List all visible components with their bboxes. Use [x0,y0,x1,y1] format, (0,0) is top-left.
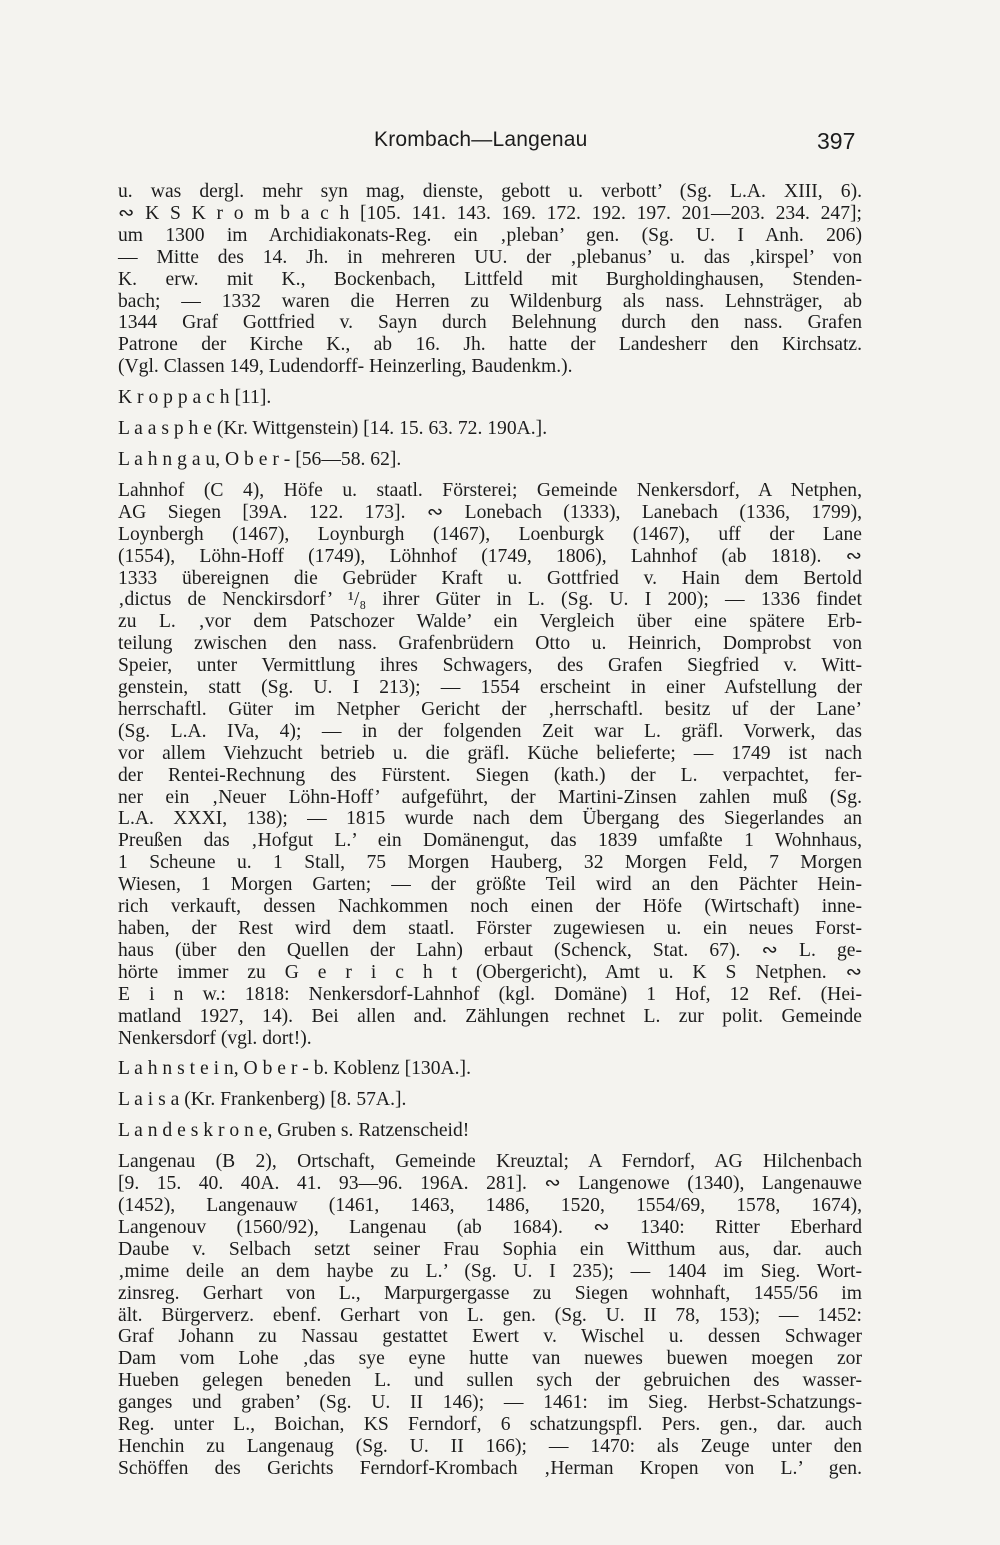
text-line: (1452), Langenauw (1461, 1463, 1486, 1520, 1554/69, 1578, 1674), [118,1194,862,1216]
text-line: AG Siegen [39A. 122. 173]. ∾ Lonebach (1333), Lanebach (1336, 1799), [118,501,862,523]
text-line: hörte immer zu G e r i c h t (Obergericht), Amt u. K S Netphen. ∾ [118,961,862,983]
text-line: — Mitte des 14. Jh. in mehreren UU. der ‚plebanus’ u. das ‚kirspel’ von [118,246,862,268]
text-line: 1344 Graf Gottfried v. Sayn durch Belehnung durch den nass. Grafen [118,312,862,334]
text-line: Graf Johann zu Nassau gestattet Ewert v. Wischel u. dessen Schwager [118,1326,862,1348]
text-line: ner ein ‚Neuer Löhn-Hoff’ aufgeführt, der Martini-Zinsen zahlen muß (Sg. [118,786,862,808]
entry-lahnstein [118,1058,862,1080]
entry-langenau [118,1151,862,1480]
text-line: matland 1927, 14). Bei allen and. Zählungen rechnet L. zur polit. Gemeinde [118,1005,862,1027]
text-line: Schöffen des Gerichts Ferndorf-Krombach ‚Herman Kropen von L.’ gen. [118,1457,862,1479]
text-line: Preußen das ‚Hofgut L.’ ein Domänengut, das 1839 umfaßte 1 Wohnhaus, [118,830,862,852]
text-line: Nenkersdorf (vgl. dort!). [118,1027,312,1049]
text-line: [9. 15. 40. 40A. 41. 93—96. 196A. 281]. ∾ Langenowe (1340), Langenauwe [118,1173,862,1195]
text-line: teilung zwischen den nass. Grafenbrüdern Otto u. Heinrich, Domprobst von [118,633,862,655]
running-head-title: Krombach—Langenau [374,128,588,151]
text-line: 1 Scheune u. 1 Stall, 75 Morgen Hauberg, 32 Morgen Feld, 7 Morgen [118,852,862,874]
entry-line: L a n d e s k r o n e, Gruben s. Ratzenscheid! [118,1120,470,1142]
page-number: 397 [817,128,856,154]
text-line: bach; — 1332 waren die Herren zu Wildenburg als nass. Lehnsträger, ab [118,290,862,312]
text-line: der Rentei-Rechnung des Fürstent. Siegen (kath.) der L. verpachtet, fer- [118,764,862,786]
text-line: herrschaftl. Güter im Netpher Gericht der ‚herrschaftl. besitz uf der Lane’ [118,698,862,720]
text-line: rich verkauft, dessen Nachkommen noch einen der Höfe (Wirtschaft) inne- [118,896,862,918]
text-line: Henchin zu Langenaug (Sg. U. II 166); — 1470: als Zeuge unter den [118,1435,862,1457]
entry-line: L a h n g a u, O b e r - [56—58. 62]. [118,448,402,470]
entry-laisa [118,1089,862,1111]
entry-lahnhof [118,480,862,1050]
entry-laasphe [118,418,862,440]
running-head [0,128,1000,158]
text-line: Wiesen, 1 Morgen Garten; — der größte Teil wird an den Pächter Hein- [118,874,862,896]
text-line: (1554), Löhn-Hoff (1749), Löhnhof (1749, 1806), Lahnhof (ab 1818). ∾ [118,545,862,567]
text-line: haben, der Rest wird dem staatl. Förster zugewiesen u. ein neues Forst- [118,918,862,939]
text-line: Loynbergh (1467), Loynburgh (1467), Loenburgk (1467), uff der Lane [118,523,862,545]
entry-line: L a h n s t e i n, O b e r - b. Koblenz [130A.]. [118,1058,471,1080]
entry-line: K r o p p a c h [11]. [118,387,272,409]
entry-lahngau [118,449,862,471]
text-line: ‚mime deile an dem haybe zu L.’ (Sg. U. I 235); — 1404 im Sieg. Wort- [118,1260,862,1282]
text-line: Hueben gelegen beneden L. und sullen sych der gebruichen des wasser- [118,1370,862,1392]
text-line: K. erw. mit K., Bockenbach, Littfeld mit Burgholdinghausen, Stenden- [118,268,862,290]
text-line: um 1300 im Archidiakonats-Reg. ein ‚pleban’ gen. (Sg. U. I Anh. 206) [118,224,862,246]
text-line: (Sg. L.A. IVa, 4); — in der folgenden Zeit war L. gräfl. Vorwerk, das [118,720,862,742]
text-line: ‚dictus de Nenckirsdorf’ ¹/₈ ihrer Güter in L. (Sg. U. I 200); — 1336 findet [118,589,862,611]
text-line: 1333 übereignen die Gebrüder Kraft u. Gottfried v. Hain dem Bertold [118,567,862,589]
text-line: ält. Bürgerverz. ebenf. Gerhart von L. gen. (Sg. U. II 78, 153); — 1452: [118,1304,862,1326]
text-line: Patrone der Kirche K., ab 16. Jh. hatte der Landesherr den Kirchsatz. [118,334,862,356]
text-line: E i n w.: 1818: Nenkersdorf-Lahnhof (kgl. Domäne) 1 Hof, 12 Ref. (Hei- [118,983,862,1005]
text-line: ganges und graben’ (Sg. U. II 146); — 1461: im Sieg. Herbst-Schatzungs- [118,1392,862,1414]
text-line: genstein, statt (Sg. U. I 213); — 1554 erscheint in einer Aufstellung der [118,677,862,699]
body-text [118,181,862,1489]
text-line: vor allem Viehzucht betrieb u. die gräfl. Küche belieferte; — 1749 ist nach [118,742,862,764]
text-line: Speier, unter Vermittlung ihres Schwagers, des Grafen Siegfried v. Witt- [118,655,862,677]
text-line: Dam vom Lohe ‚das sye eyne hutte van nuewes buewen moegen zor [118,1348,862,1370]
text-line: Langenouv (1560/92), Langenau (ab 1684). ∾ 1340: Ritter Eberhard [118,1216,862,1238]
entry-line: L a i s a (Kr. Frankenberg) [8. 57A.]. [118,1089,407,1111]
text-line: u. was dergl. mehr syn mag, dienste, gebott u. verbott’ (Sg. L.A. XIII, 6). [118,181,862,202]
text-line: haus (über den Quellen der Lahn) erbaut (Schenck, Stat. 67). ∾ L. ge- [118,939,862,961]
entry-landeskrone [118,1120,862,1142]
text-line: Reg. unter L., Boichan, KS Ferndorf, 6 schatzungspfl. Pers. gen., dar. auch [118,1414,862,1436]
text-line: L.A. XXXI, 138); — 1815 wurde nach dem Übergang des Siegerlandes an [118,808,862,830]
entry-kroppach [118,387,862,409]
text-line: Lahnhof (C 4), Höfe u. staatl. Försterei; Gemeinde Nenkersdorf, A Netphen, [118,479,862,501]
text-line: ∾ K S K r o m b a c h [105. 141. 143. 169. 172. 192. 197. 201—203. 234. 247]; [118,202,862,224]
entry-krombach-continued [118,181,862,378]
entry-line: L a a s p h e (Kr. Wittgenstein) [14. 15. 63. 72. 190A.]. [118,418,548,440]
text-line: Langenau (B 2), Ortschaft, Gemeinde Kreuztal; A Ferndorf, AG Hilchenbach [118,1151,862,1173]
text-line: (Vgl. Classen 149, Ludendorff- Heinzerling, Baudenkm.). [118,356,573,378]
text-line: zinsreg. Gerhart von L., Marpurgergasse zu Siegen wohnhaft, 1455/56 im [118,1282,862,1304]
text-line: zu L. ‚vor dem Patschozer Walde’ ein Vergleich über eine spätere Erb- [118,611,862,633]
text-line: Daube v. Selbach setzt seiner Frau Sophia ein Witthum aus, dar. auch [118,1238,862,1260]
